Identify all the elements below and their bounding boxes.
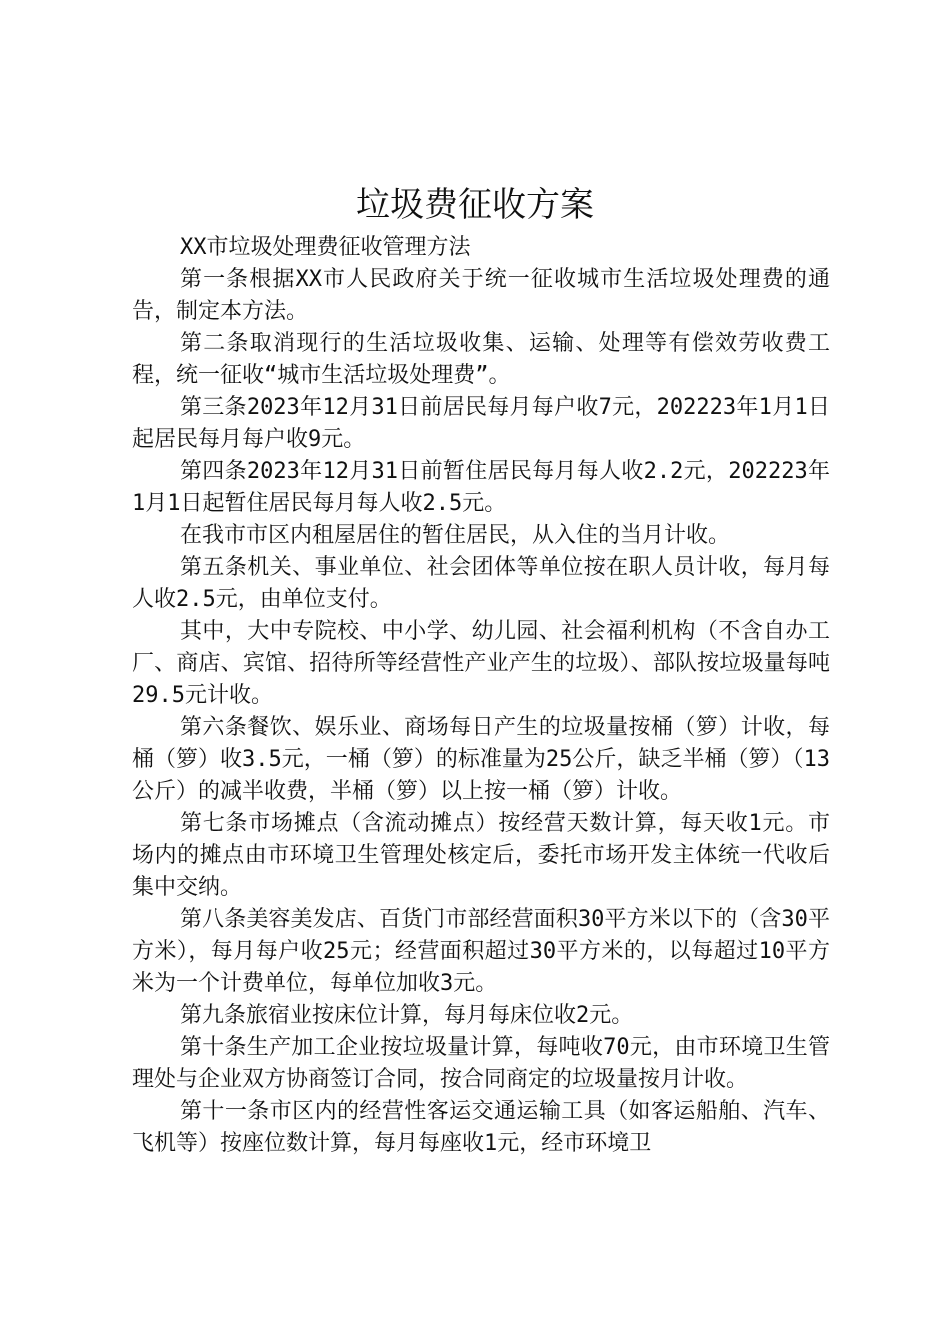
paragraph-article-5-note: 其中，大中专院校、中小学、幼儿园、社会福利机构（不含自办工厂、商店、宾馆、招待所等经营性产业产生的垃圾）、部队按垃圾量每吨29.5元计收。: [132, 619, 830, 708]
paragraph-article-8: 第八条美容美发店、百货门市部经营面积30平方米以下的（含30平方米），每月每户收25元；经营面积超过30平方米的，以每超过10平方米为一个计费单位，每单位加收3元。: [132, 907, 830, 996]
paragraph-article-6: 第六条餐饮、娱乐业、商场每日产生的垃圾量按桶（箩）计收，每桶（箩）收3.5元，一桶（箩）的标准量为25公斤，缺乏半桶（箩）（13公斤）的减半收费，半桶（箩）以上按一桶（箩）计收。: [132, 715, 830, 804]
document-body: [132, 232, 830, 1160]
paragraph-article-5: 第五条机关、事业单位、社会团体等单位按在职人员计收，每月每人收2.5元，由单位支付。: [132, 555, 830, 612]
paragraph-article-9: 第九条旅宿业按床位计算，每月每床位收2元。: [180, 1003, 634, 1028]
paragraph-article-10: 第十条生产加工企业按垃圾量计算，每吨收70元，由市环境卫生管理处与企业双方协商签订合同，按合同商定的垃圾量按月计收。: [132, 1035, 830, 1092]
paragraph-article-11: 第十一条市区内的经营性客运交通运输工具（如客运船舶、汽车、飞机等）按座位数计算，每月每座收1元，经市环境卫: [132, 1099, 830, 1156]
paragraph-heading: XX市垃圾处理费征收管理方法: [180, 235, 471, 260]
paragraph-article-4-note: 在我市市区内租屋居住的暂住居民，从入住的当月计收。: [180, 523, 731, 548]
paragraph-article-3: 第三条2023年12月31日前居民每月每户收7元，202223年1月1日起居民每月每户收9元。: [132, 395, 830, 452]
paragraph-article-7: 第七条市场摊点（含流动摊点）按经营天数计算，每天收1元。市场内的摊点由市环境卫生管理处核定后，委托市场开发主体统一代收后集中交纳。: [132, 811, 830, 900]
paragraph-article-4: 第四条2023年12月31日前暂住居民每月每人收2.2元，202223年1月1日起暂住居民每月每人收2.5元。: [132, 459, 830, 516]
paragraph-article-1: 第一条根据XX市人民政府关于统一征收城市生活垃圾处理费的通告，制定本方法。: [132, 267, 830, 324]
paragraph-article-2: 第二条取消现行的生活垃圾收集、运输、处理等有偿效劳收费工程，统一征收“城市生活垃圾处理费”。: [132, 331, 830, 388]
document-title: 垃圾费征收方案: [356, 185, 594, 225]
